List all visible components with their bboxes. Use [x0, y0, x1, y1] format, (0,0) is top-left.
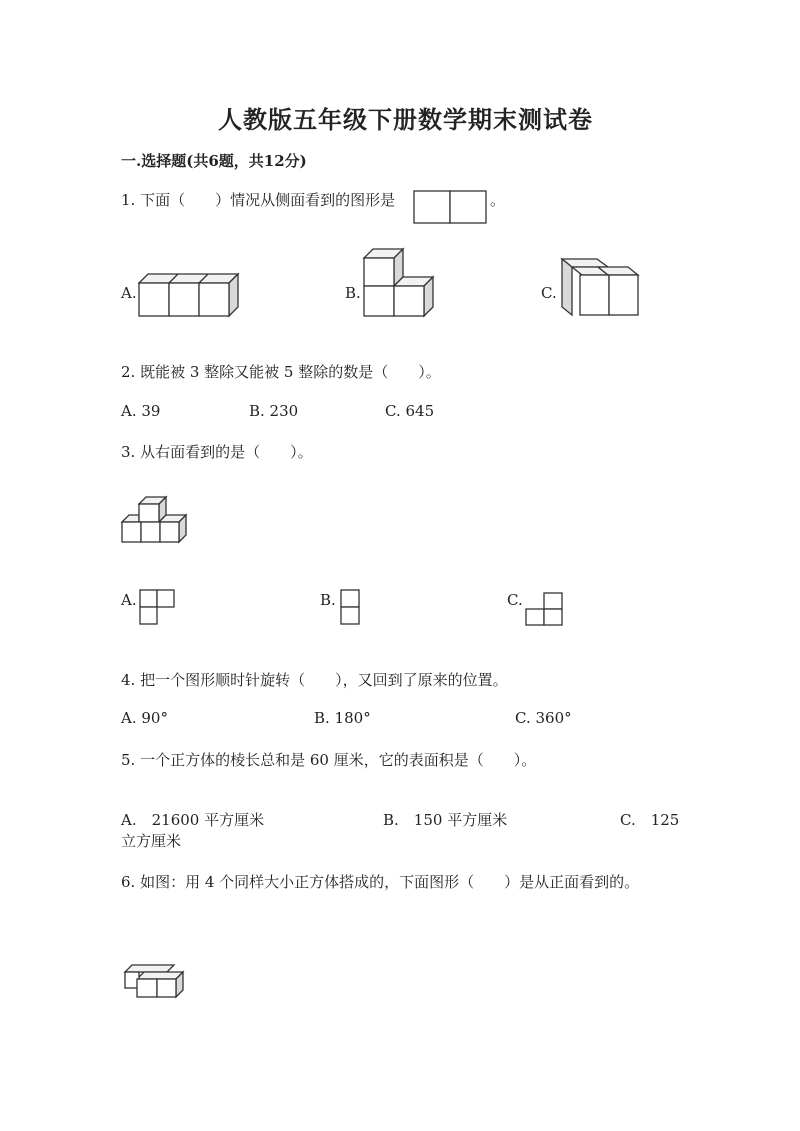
- q1-option-c-label[interactable]: C.: [541, 284, 557, 302]
- q5-option-c[interactable]: C. 125: [620, 811, 680, 829]
- q1-option-a-figure[interactable]: [138, 272, 243, 320]
- q3-option-b-label[interactable]: B.: [320, 591, 336, 609]
- question-3-cube-figure: [121, 495, 191, 545]
- q3-option-c-figure[interactable]: [524, 592, 564, 626]
- q3-option-c-label[interactable]: C.: [507, 591, 523, 609]
- q3-option-b-figure[interactable]: [340, 589, 360, 625]
- question-4-text: 4. 把一个图形顺时针旋转（ ），又回到了原来的位置。: [121, 671, 508, 689]
- q1-option-c-figure[interactable]: [560, 257, 644, 321]
- question-6-cube-figure: [123, 962, 189, 1000]
- q3-option-a-label[interactable]: A.: [121, 591, 137, 609]
- q1-option-b-figure[interactable]: [363, 248, 439, 320]
- q2-option-b[interactable]: B. 230: [249, 402, 299, 420]
- question-6-text: 6. 如图：用 4 个同样大小正方体搭成的，下面图形（ ）是从正面看到的。: [121, 873, 640, 891]
- q3-option-a-figure[interactable]: [139, 589, 175, 625]
- question-1-side-view-figure: [413, 190, 489, 224]
- q5-option-b[interactable]: B. 150 平方厘米: [383, 811, 508, 829]
- question-1-text: 1. 下面（ ）情况从侧面看到的图形是: [121, 191, 396, 209]
- question-3-text: 3. 从右面看到的是（ ）。: [121, 443, 313, 461]
- q4-option-c[interactable]: C. 360°: [515, 709, 572, 727]
- question-5-text: 5. 一个正方体的棱长总和是 60 厘米，它的表面积是（ ）。: [121, 751, 537, 769]
- page-title: 人教版五年级下册数学期末测试卷: [218, 105, 593, 134]
- q1-option-b-label[interactable]: B.: [345, 284, 361, 302]
- q1-option-a-label[interactable]: A.: [121, 284, 137, 302]
- q4-option-b[interactable]: B. 180°: [314, 709, 371, 727]
- q2-option-a[interactable]: A. 39: [121, 402, 161, 420]
- q5-option-a[interactable]: A. 21600 平方厘米: [121, 811, 265, 829]
- section-heading: 一.选择题(共6题，共12分): [121, 152, 307, 170]
- q4-option-a[interactable]: A. 90°: [121, 709, 168, 727]
- question-2-text: 2. 既能被 3 整除又能被 5 整除的数是（ ）。: [121, 363, 441, 381]
- question-1-end: 。: [490, 191, 506, 209]
- q2-option-c[interactable]: C. 645: [385, 402, 435, 420]
- q5-option-c-continued[interactable]: 立方厘米: [121, 832, 182, 850]
